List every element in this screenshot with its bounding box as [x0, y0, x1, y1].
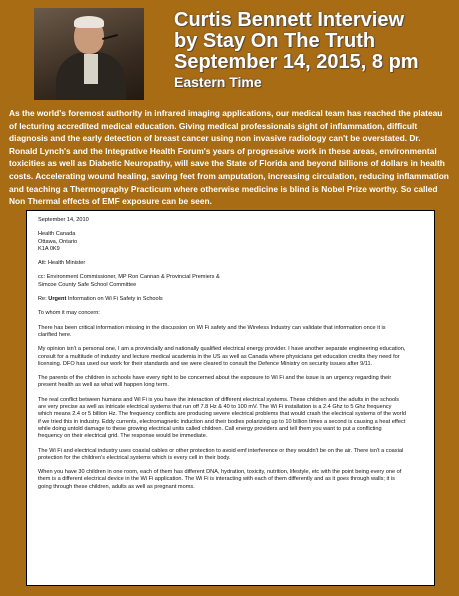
letter-document	[26, 210, 435, 586]
intro-paragraph: As the world's foremost authority in infrared imaging applications, our medical team has reached the plateau of lecturing accredited medical education. Giving medical professionals sight of inflammation, difficult diagnosis and the early detection of breast cancer using non invasive radiology can't be overstated. Dr. Ronald Lynch's and the Integrative Health Forum's years of progressive work in these areas, environmental toxicities as well as Diabetic Neuropathy, will save the State of Florida and beyond billions of dollars in health costs. Accelerating wound healing, saving feet from amputation, increasing circulation, reducing inflammation and teaching a Thermography Practicum where otherwise medicine is blind is Nobel Prize worthy. So called Non Thermal effects of EMF exposure can be seen.	[9, 108, 449, 207]
timezone-label: Eastern Time	[174, 74, 262, 90]
address-line-1: Health Canada	[38, 231, 76, 238]
subject-text: Information on Wi Fi Safety in Schools	[67, 296, 163, 303]
title-line-2: by Stay On The Truth	[174, 30, 376, 52]
letter-paragraph-1: There has been critical information missing in the discussion on Wi Fi safety and the Wireless Industry can validate that information once it is clarified here.	[38, 324, 386, 338]
subject-urgent: Urgent	[48, 296, 67, 303]
interview-title	[174, 10, 458, 91]
attention-line: Att: Health Minister	[38, 260, 86, 267]
subject-line	[38, 296, 434, 303]
address-line-3: K1A 0K9	[38, 245, 60, 252]
cc-line-2: Simcoe County Safe School Committee	[38, 281, 137, 288]
cc-line-1: cc: Environment Commissioner, MP Ron Cannan & Provincial Premiers &	[38, 274, 220, 281]
speaker-hair	[74, 16, 104, 28]
microphone-icon	[102, 34, 118, 40]
address-line-2: Ottawa, Ontario	[38, 238, 78, 245]
letter-paragraph-3: The parents of the children in schools have every right to be concerned about the exposure to Wi Fi and the issue is an urgency regarding their present health as well as what will happen long term.	[38, 375, 392, 389]
title-line-1: Curtis Bennett Interview	[174, 9, 405, 31]
subject-prefix: Re:	[38, 296, 47, 303]
letter-paragraph-5: The Wi Fi and electrical industry uses coaxial cables or other protection to avoid emf interference or they wouldn't be on the air. There isn't a coaxial protection for the children's electrical systems which is every cell in their body.	[38, 447, 404, 461]
salutation: To whom it may concern:	[38, 310, 100, 317]
letter-paragraph-4: The real conflict between humans and Wi Fi is you have the interaction of different electrical systems. These children and the adults in the schools are very precise as well as intricate electrical systems that run off 7.8 Hz & 40 to 100 mV. The Wi Fi installation is a 2.4 Ghz to 5 Ghz frequency which means 2.4 or 5 billion Hz. The frequency conflicts are producing severe electrical problems that would crash the electrical systems of the world if we tried this in industry. Eddy currents, electromagnetic induction and their bodies polarizing up to 10 billion times a second is causing a heat effect while doing untold damage to these growing electrical units called children. Call energy providers and tell them you want to put a conflicting frequency on their electrical grid. The response would be immediate.	[38, 396, 407, 440]
letter-paragraph-6: When you have 30 children in one room, each of them has different DNA, hydration, toxicity, nutrition, lifestyle, etc with the point being every one of them is a different electrical device in the Wi Fi application. The Wi Fi is interacting with each of them differently and as it goes through walls; it is going through these children, adults as well as pregnant moms.	[38, 469, 402, 490]
letter-date: September 14, 2010	[38, 217, 89, 223]
title-line-3: September 14, 2015, 8 pm	[174, 51, 419, 73]
speaker-shirt	[84, 54, 98, 84]
speaker-photo	[34, 8, 144, 100]
letter-paragraph-2: My opinion isn't a personal one, I am a provincially and nationally qualified electrical energy provider. I have another separate engineering education, consult for a multitude of industry and lecture medical academia in the US as well as Canada where physicians get education credits they need for licensing. DFO has used our work for their standards and we were cleared to consult the Defence Ministry on security issues after 9/11.	[38, 346, 406, 367]
